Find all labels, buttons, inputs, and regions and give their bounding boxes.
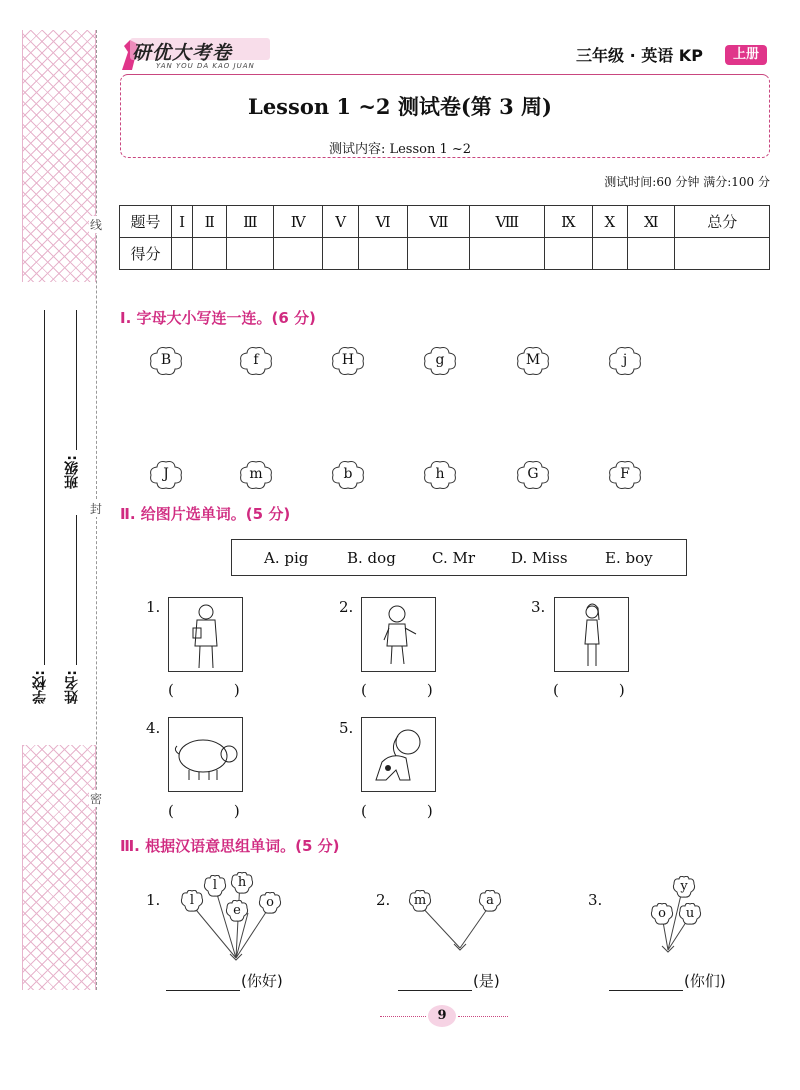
name-label: 姓名: [64, 670, 80, 704]
option-b: B. dog [347, 549, 396, 567]
score-input-cell[interactable] [323, 238, 359, 270]
school-label: 学校: [32, 670, 48, 704]
balloon-letter [258, 892, 282, 916]
q2-2-number: 2. [339, 598, 354, 616]
q3-1-meaning: (你好) [241, 972, 283, 990]
balloon-letter [225, 900, 249, 924]
table-cell: Ⅳ [274, 206, 323, 238]
q3-2-blank[interactable] [398, 990, 472, 991]
table-cell: Ⅰ [172, 206, 193, 238]
q2-2-picture [361, 597, 436, 672]
q3-1-blank[interactable] [166, 990, 240, 991]
balloon-letter [408, 890, 432, 914]
seal-feng: 封 [89, 502, 102, 516]
balloon-letter [678, 903, 702, 927]
table-cell: Ⅶ [408, 206, 470, 238]
letter-text: j [622, 352, 628, 368]
q3-3-meaning: (你们) [684, 972, 726, 990]
table-cell: Ⅺ [628, 206, 675, 238]
time-info: 测试时间:60 分钟 满分:100 分 [604, 175, 770, 189]
logo-subtitle: YAN YOU DA KAO JUAN [156, 62, 255, 70]
table-cell: Ⅱ [193, 206, 227, 238]
q2-5-picture [361, 717, 436, 792]
section-1-title: Ⅰ. 字母大小写连一连。(6 分) [120, 309, 316, 327]
woman-icon [555, 598, 630, 673]
score-input-cell[interactable] [470, 238, 545, 270]
letter-text: f [253, 352, 259, 368]
option-e: E. boy [605, 549, 653, 567]
score-input-cell[interactable] [628, 238, 675, 270]
score-table-header-row [120, 206, 770, 238]
letter-text: m [249, 466, 263, 482]
letter-top-5[interactable] [515, 346, 551, 376]
letter-text: h [435, 466, 445, 482]
letter-text: M [525, 352, 541, 368]
page-number: 9 [428, 1005, 456, 1027]
dog-icon [362, 718, 437, 793]
score-input-cell[interactable] [193, 238, 227, 270]
options-box [231, 539, 687, 576]
letter-bottom-3[interactable] [330, 460, 366, 490]
option-d: D. Miss [511, 549, 568, 567]
q2-4-picture [168, 717, 243, 792]
letter-text: F [620, 466, 630, 482]
score-input-cell[interactable] [172, 238, 193, 270]
score-input-cell[interactable] [675, 238, 770, 270]
balloon-letter [478, 890, 502, 914]
section-2-title: Ⅱ. 给图片选单词。(5 分) [120, 505, 291, 523]
score-input-cell[interactable] [545, 238, 592, 270]
footer-line-right [458, 1016, 508, 1017]
balloon-letter [230, 872, 254, 896]
balloon-letter-text: y [680, 879, 688, 894]
balloon-letter-text: o [266, 895, 274, 910]
letter-text: H [341, 352, 355, 368]
margin-hatch-bottom [22, 745, 96, 990]
balloon-letter-text: u [685, 906, 695, 921]
letter-text: J [163, 466, 169, 482]
boy-icon [362, 598, 437, 673]
term-badge: 上册 [725, 45, 767, 65]
letter-top-4[interactable] [422, 346, 458, 376]
q2-1-number: 1. [146, 598, 161, 616]
q3-1-number: 1. [146, 891, 161, 909]
score-input-cell[interactable] [359, 238, 408, 270]
balloon-letter [650, 903, 674, 927]
grade-subject: 三年级 · 英语 KP [576, 46, 703, 65]
balloon-letter-text: l [189, 893, 195, 908]
class-label: 班级: [64, 455, 80, 489]
table-cell: 得分 [120, 238, 172, 270]
balloon-letter [203, 875, 227, 899]
class-line[interactable] [76, 310, 77, 450]
letter-bottom-4[interactable] [422, 460, 458, 490]
q2-4-number: 4. [146, 719, 161, 737]
score-input-cell[interactable] [274, 238, 323, 270]
pig-icon [169, 718, 244, 793]
letter-bottom-6[interactable] [607, 460, 643, 490]
logo [118, 36, 268, 76]
letter-text: B [160, 352, 172, 368]
score-input-cell[interactable] [408, 238, 470, 270]
balloon-letter [672, 876, 696, 900]
option-a: A. pig [264, 549, 309, 567]
table-cell: Ⅹ [592, 206, 628, 238]
score-input-cell[interactable] [227, 238, 274, 270]
seal-mi: 密 [89, 792, 102, 806]
balloon-strings [170, 868, 730, 968]
letter-top-3[interactable] [330, 346, 366, 376]
table-cell: Ⅲ [227, 206, 274, 238]
q2-3-picture [554, 597, 629, 672]
balloon-letter-text: a [486, 893, 494, 908]
q2-5-answer[interactable]: ( ) [361, 802, 433, 820]
score-input-cell[interactable] [592, 238, 628, 270]
balloon-letter-text: l [212, 878, 218, 893]
letter-text: b [343, 466, 353, 482]
seal-xian: 线 [89, 218, 102, 232]
q2-2-answer[interactable]: ( ) [361, 681, 433, 699]
balloon-letter-text: o [658, 906, 666, 921]
letter-bottom-1[interactable] [148, 460, 184, 490]
q2-1-answer[interactable]: ( ) [168, 681, 240, 699]
q2-4-answer[interactable]: ( ) [168, 802, 240, 820]
option-c: C. Mr [432, 549, 476, 567]
man-icon [169, 598, 244, 673]
table-cell: 总分 [675, 206, 770, 238]
score-table-score-row [120, 238, 770, 270]
letter-top-1[interactable] [148, 346, 184, 376]
table-cell: Ⅸ [545, 206, 592, 238]
table-cell: 题号 [120, 206, 172, 238]
q2-3-answer[interactable]: ( ) [553, 681, 625, 699]
letter-text: G [527, 466, 539, 482]
logo-title: 研优大考卷 [132, 42, 233, 64]
balloon-letter [180, 890, 204, 914]
table-cell: Ⅴ [323, 206, 359, 238]
q3-2-number: 2. [376, 891, 391, 909]
letter-top-6[interactable] [607, 346, 643, 376]
score-table [119, 205, 770, 270]
q2-5-number: 5. [339, 719, 354, 737]
balloon-letter-text: e [233, 903, 241, 918]
table-cell: Ⅵ [359, 206, 408, 238]
letter-bottom-5[interactable] [515, 460, 551, 490]
name-line[interactable] [76, 515, 77, 665]
footer-line-left [380, 1016, 426, 1017]
balloon-letter-text: m [413, 893, 427, 908]
balloon-letter-text: h [237, 875, 247, 890]
q2-3-number: 3. [531, 598, 546, 616]
q3-2-meaning: (是) [473, 972, 500, 990]
letter-text: g [435, 352, 445, 368]
test-content: 测试内容: Lesson 1 ~2 [328, 142, 472, 157]
page-title: Lesson 1 ~2 测试卷(第 3 周) [248, 94, 552, 119]
letter-bottom-2[interactable] [238, 460, 274, 490]
letter-top-2[interactable] [238, 346, 274, 376]
q2-1-picture [168, 597, 243, 672]
q3-3-number: 3. [588, 891, 603, 909]
q3-3-blank[interactable] [609, 990, 683, 991]
school-line[interactable] [44, 310, 45, 665]
table-cell: Ⅷ [470, 206, 545, 238]
section-3-title: Ⅲ. 根据汉语意思组单词。(5 分) [120, 837, 340, 855]
